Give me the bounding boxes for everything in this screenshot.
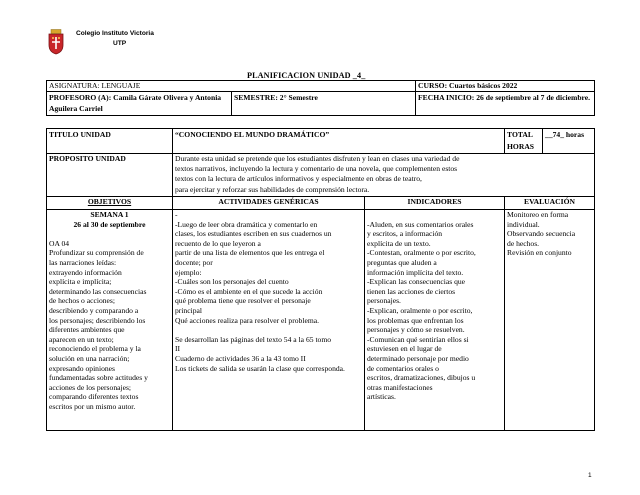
actividades-text-3: Los tickets de salida se usarán la clase que corresponda. [175,363,345,373]
titulo-unidad-label: TITULO UNIDAD [47,129,173,154]
actividades-cell [173,210,365,431]
horas-value: __74_ horas [543,129,595,154]
semana-label: SEMANA 1 [90,210,129,219]
school-name [76,29,154,49]
col-objetivos-header: OBJETIVOS [47,197,173,210]
objetivos-cell [47,210,173,431]
school-crest-icon [46,29,66,55]
info-table [46,80,595,116]
page-title: PLANIFICACION UNIDAD _4_ [247,71,366,80]
profesor-cell: PROFESORO (A): Camila Gárate Olivera y Antonia Aguilera Carriel [47,92,232,116]
asignatura-cell: ASIGNATURA: LENGUAJE [47,81,416,92]
school-name-line1: Colegio Instituto Victoria [76,30,154,37]
col-evaluacion-header: EVALUACIÓN [505,197,595,210]
indicadores-cell: -Aluden, en sus comentarios orales y escritos, a información explícita de un texto. -Contestan, oralmente o por escrito, preguntas que aluden a información implícita del texto. -Explican las consecuencias que tienen las acciones de ciertos personajes. -Explican, oralmente o por escrito, los problemas que enfrentan los personajes y cómo se resuelven. -Comunican qué sentirían ellos si estuviesen en el lugar de determinado personaje por medio de comentarios orales o escritos, dramatizaciones, dibujos u otras manifestaciones artísticas. [365,210,505,431]
proposito-unidad-text: Durante esta unidad se pretende que los estudiantes disfruten y lean en clases una variedad de textos narrativos, incluyendo la lectura y comentario de una novela, que complementen estos textos con la lectura de artículos informativos y especialmente en obras de teatro, para ejercitar y reforzar sus habilidades de comprensión lectora. [173,154,595,197]
actividades-text-1: - -Luego de leer obra dramática y comentarlo en clases, los estudiantes escriben en sus cuadernos un recuento de lo que leyeron a partir de una lista de elementos que les entrega el docente; por ejemplo: -Cuáles son los personajes del cuento -Cómo es el ambiente en el que sucede la acción qué problema tiene que resolver el personaje principal Qué acciones realiza para resolver el problema. [175,210,332,325]
col-actividades-header: ACTIVIDADES GENÉRICAS [173,197,365,210]
col-indicadores-header: INDICADORES [365,197,505,210]
titulo-unidad-value: “CONOCIENDO EL MUNDO DRAMÁTICO” [173,129,505,154]
total-horas-label: TOTAL HORAS [505,129,543,154]
page-number: 1 [588,472,592,479]
curso-cell: CURSO: Cuartos básicos 2022 [416,81,595,92]
semestre-cell: SEMESTRE: 2° Semestre [232,92,416,116]
actividades-text-2: Se desarrollan las páginas del texto 54 a la 65 tomo II Cuaderno de actividades 36 a la 43 tomo II [175,334,332,363]
proposito-unidad-label: PROPOSITO UNIDAD [47,154,173,197]
semana-fecha: 26 al 30 de septiembre [73,219,146,229]
evaluacion-cell: Monitoreo en forma individual. Observando secuencia de hechos. Revisión en conjunto [505,210,595,431]
school-name-line2: UTP [113,40,127,47]
fecha-inicio-cell: FECHA INICIO: 26 de septiembre al 7 de diciembre. [416,92,595,116]
planning-table [46,128,595,431]
objetivo-text: OA 04 Profundizar su comprensión de las narraciones leídas: extrayendo información explícita e implícita; determinando las consecuencias de hechos o acciones; describiendo y comparando a los personajes; describiendo los diferentes ambientes que aparecen en un texto; reconociendo el problema y la solución en una narración; expresando opiniones fundamentadas sobre actitudes y acciones de los personajes; comparando diferentes textos escritos por un mismo autor. [49,238,148,411]
